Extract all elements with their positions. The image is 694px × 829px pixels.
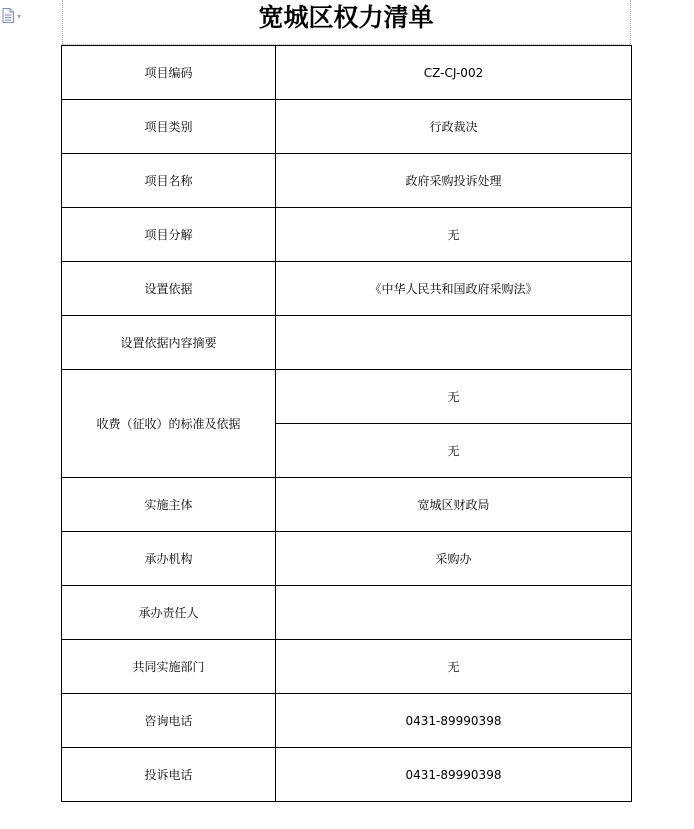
row-value: 0431-89990398	[276, 694, 632, 748]
row-label: 项目分解	[62, 208, 276, 262]
table-row	[62, 748, 632, 802]
row-value: CZ-CJ-002	[276, 46, 632, 100]
row-value	[276, 586, 632, 640]
row-value: 采购办	[276, 532, 632, 586]
table-row	[62, 370, 632, 424]
row-value: 无	[276, 370, 632, 424]
document-menu[interactable]	[2, 8, 21, 23]
table-row	[62, 46, 632, 100]
row-label: 设置依据内容摘要	[62, 316, 276, 370]
table-row	[62, 154, 632, 208]
row-label: 共同实施部门	[62, 640, 276, 694]
row-value: 无	[276, 424, 632, 478]
table-row	[62, 262, 632, 316]
table-row	[62, 100, 632, 154]
document-icon	[2, 8, 14, 23]
margin-guide-right	[630, 0, 631, 46]
table-row	[62, 694, 632, 748]
table-row	[62, 640, 632, 694]
row-label: 项目编码	[62, 46, 276, 100]
row-label: 收费（征收）的标准及依据	[62, 370, 276, 478]
row-label: 投诉电话	[62, 748, 276, 802]
row-label: 项目类别	[62, 100, 276, 154]
row-value: 政府采购投诉处理	[276, 154, 632, 208]
row-value: 行政裁决	[276, 100, 632, 154]
row-label: 实施主体	[62, 478, 276, 532]
table-row	[62, 316, 632, 370]
row-value: 无	[276, 640, 632, 694]
dropdown-caret-icon[interactable]: ▾	[17, 11, 22, 21]
row-label: 承办责任人	[62, 586, 276, 640]
page-title: 宽城区权力清单	[258, 3, 434, 32]
power-list-table	[61, 45, 632, 802]
row-value: 无	[276, 208, 632, 262]
row-value: 《中华人民共和国政府采购法》	[276, 262, 632, 316]
row-label: 承办机构	[62, 532, 276, 586]
row-label: 项目名称	[62, 154, 276, 208]
row-value	[276, 316, 632, 370]
table-row	[62, 586, 632, 640]
row-label: 设置依据	[62, 262, 276, 316]
table-row	[62, 532, 632, 586]
row-value: 0431-89990398	[276, 748, 632, 802]
row-value: 宽城区财政局	[276, 478, 632, 532]
table-row	[62, 208, 632, 262]
table-row	[62, 478, 632, 532]
row-label: 咨询电话	[62, 694, 276, 748]
